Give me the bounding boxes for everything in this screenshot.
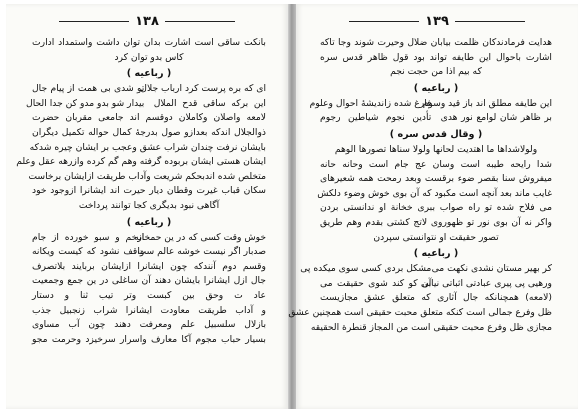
text-line: بانکت ساقی است اشارت بدان توان داشت واستمداد ادارت <box>32 37 266 48</box>
text-line: ولولاشداها ما اهتدیت لحانها ولولا سناها تصورها الوهم <box>334 143 538 155</box>
text-line: و آداب طریقت معاودت ایشانرا شراب زنجبیل جذب <box>32 304 266 316</box>
verse-line <box>300 262 552 277</box>
text-line: میفروش سنا بقصر ضوء برقست وبعد رمحت همه شعیرهای <box>320 173 552 185</box>
text-line: غایب ماند بعد آنچه است مکبود که آن بوی خوش وضوء دلکش <box>317 187 552 199</box>
page-number-text: ١٣٩ <box>425 14 449 29</box>
text-line: مجازی ظل وفرع محبت حقیقی است من المجاز قنطرة الحقیقه <box>310 321 552 333</box>
page-number-left <box>6 14 288 29</box>
book-spread <box>6 4 578 409</box>
verse-line <box>320 277 552 292</box>
verse-hemistich-second: تو شدی بی همت از پیام جال <box>32 83 145 95</box>
verse-hemistich-second: فارغ شده زاندیشهٔ احوال وعلوم <box>309 97 432 109</box>
verse-hemistich-second: مشکل بردی کسی سوی میکده پی <box>300 263 432 275</box>
verse-hemistich-second: ازخم و سبو خورده از جام <box>32 231 145 243</box>
verse-line <box>32 231 266 246</box>
text-line: (لامعه) همچنانکه جال آثاری که متعلق عشق مجازیست <box>320 292 552 304</box>
text-line: اشارت باحوال این طایفه تواند بود قول ظاهر قدس سره <box>320 51 552 63</box>
text-line: جال ازل ایشانرا بایشان دهند آن ساغلی در ین جمع وجمعیت <box>32 275 266 287</box>
section-heading: ( وقال قدس سره ) <box>389 128 483 140</box>
text-line: کاس بدو توان کرد <box>114 51 184 63</box>
verse-hemistich-first: این برکه ساقی قدح الملال <box>153 97 266 109</box>
section-heading: ( رباعیه ) <box>413 82 459 94</box>
page-number-right <box>296 14 578 29</box>
text-line: بایشان نرفت چندان شراب عشق وعجب بر ایشان چیره شدکه <box>29 141 266 153</box>
text-line: هدایت فرمادندکان ظلمت بیابان ضلال وحیرت شوند وجا تاکه <box>320 37 552 48</box>
left-page <box>6 4 288 409</box>
verse-line <box>26 97 266 112</box>
text-line: شدا رایحه طیبه است وسان عج جام است وحانه حانه <box>320 158 552 170</box>
verse-hemistich-second: تأدین نجوم شیاطین رجوم <box>320 112 432 124</box>
text-line: سکان قباب غیرت وقطان دیار حیرت اند ایشانرا ازوجود خود <box>32 185 266 197</box>
verse-hemistich-first: ورهیی پی پیری عبادتی اثباتی نیابی <box>420 277 552 289</box>
text-line: لامعه واصلان وکاملان دوقسم اند جامعی مقربان حضرت <box>32 112 266 124</box>
verse-hemistich-first: بر ظاهر شان لوامع نور هدی <box>440 112 552 124</box>
text-line: عاد ت وحق بین کبست وتر تیب ثنا و دستار <box>32 289 266 301</box>
verse-hemistich-second: واقف نشود که کیست ویکانه <box>32 246 145 258</box>
text-line: واکر نه آن بوی نور تو ظهوروی لاتج کشتی بقدم وهم طریق <box>320 216 552 228</box>
text-line: که بیم اذا من حجت نجم <box>390 66 482 78</box>
verse-hemistich-second: بیدار شو بدو مدو کن جدا الحال <box>26 97 145 109</box>
text-line: بازلال سلسبیل علم ومعرفت دهند چون آب مساوی <box>32 319 266 331</box>
text-line: بسیار حباب مجوم آکا معارف واسرار سرخیزد وحرمت مجو <box>32 333 266 345</box>
text-line: ظل وفرع جمالی است کنکه متعلق محبت حقیقی است همچنین عشق <box>288 306 552 318</box>
verse-line <box>32 245 266 260</box>
header-rule <box>59 21 129 22</box>
verse-hemistich-first: این طایفه مطلق اند باز قید وسوم <box>422 97 552 109</box>
section-heading: ( رباعیه ) <box>126 68 172 80</box>
verse-hemistich-second: آن کو کند شوی حقیقت می <box>320 277 432 289</box>
verse-hemistich-first: خوش وقت کسی که در ین حمخانه <box>134 231 266 243</box>
left-page-text <box>16 36 266 403</box>
verse-line <box>32 82 266 97</box>
section-heading: ( رباعیه ) <box>413 248 459 260</box>
verse-line <box>309 97 552 112</box>
text-line: ذوالجلال اندکه بعدازو صول بدرجهٔ کمال حواله تکمیل دیگران <box>32 126 266 138</box>
page-number-text: ١٣٨ <box>135 14 159 29</box>
book-gutter <box>288 4 296 409</box>
text-line: آگاهی نبود بدیگری کجا توانند پرداخت <box>78 199 220 211</box>
text-line: تصور حقیقت او نتوانستی سپردن <box>373 231 499 243</box>
text-line: وقسم دوم آنندکه چون ایشانرا ازایشان بربایند بلاتصرف <box>32 260 266 272</box>
right-page-text <box>288 36 552 403</box>
header-rule <box>165 21 235 22</box>
verse-hemistich-first: کر بهیر مستان نشدی نکهت می <box>431 263 552 275</box>
right-page <box>288 4 578 409</box>
verse-hemistich-first: صدبار اگر نیست خوشه عالم ست <box>137 246 266 258</box>
verse-hemistich-first: ای که بره پرست کرد ارباب جلال <box>140 83 266 95</box>
header-rule <box>349 21 419 22</box>
text-line: متخلص شده اندبحکم شریعت وآداب طریقت ازایشان برخاست <box>28 170 266 182</box>
text-line: ایشان هستی ایشان بربوده گرفته وهم گم کرده وازرهه عقل وعلم <box>16 156 266 168</box>
section-heading: ( رباعیه ) <box>126 216 172 228</box>
header-rule <box>455 21 525 22</box>
verse-line <box>320 111 552 126</box>
text-line: می فلاح شده تو راه صواب ببری خخانة او ندانستی بردن <box>320 202 552 214</box>
